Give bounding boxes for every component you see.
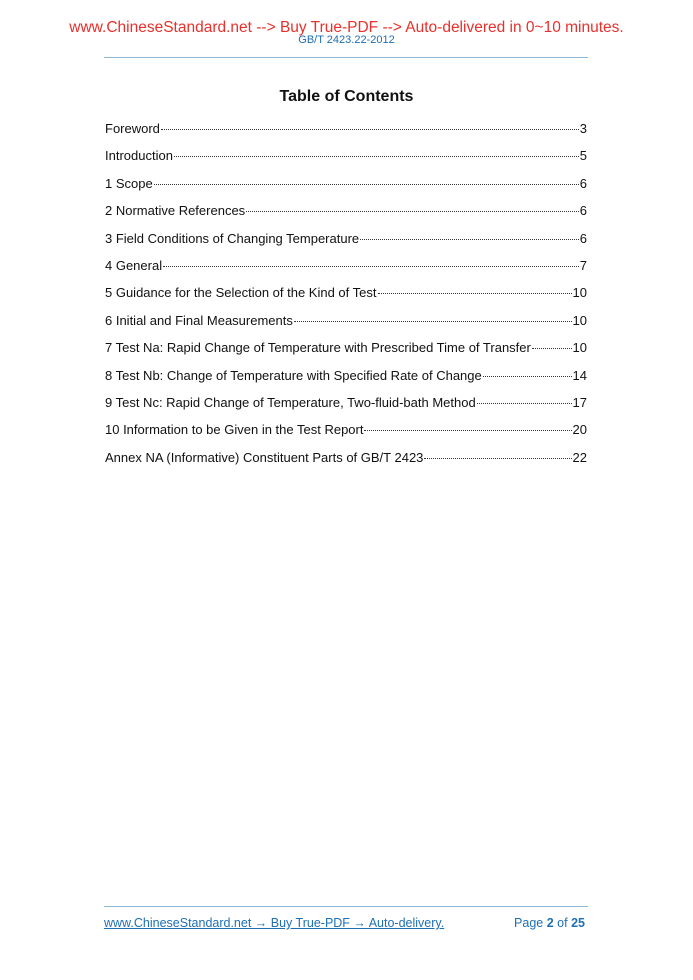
- toc-entry-label: Annex NA (Informative) Constituent Parts of GB/T 2423: [105, 449, 424, 465]
- toc-entry-page: 6: [579, 175, 587, 191]
- page-of: of: [557, 916, 568, 930]
- page-current: 2: [546, 916, 554, 930]
- toc-entry[interactable]: [105, 340, 587, 367]
- toc-entry[interactable]: [105, 368, 587, 395]
- toc-entry[interactable]: [105, 121, 587, 148]
- toc-entry-page: 6: [579, 203, 587, 219]
- page-indicator: [514, 916, 585, 930]
- toc-leader-dots: [360, 239, 579, 240]
- page-word: Page: [514, 916, 544, 930]
- toc-entry-page: 17: [572, 394, 587, 410]
- toc-entry[interactable]: [105, 176, 587, 203]
- toc-entry-page: 14: [572, 367, 587, 383]
- toc-entry-label: 1 Scope: [105, 175, 153, 191]
- toc-leader-dots: [163, 266, 579, 267]
- toc-entry-page: 22: [572, 449, 587, 465]
- toc-leader-dots: [294, 321, 572, 322]
- header-divider: [104, 57, 588, 58]
- toc-entry-page: 6: [579, 230, 587, 246]
- toc-entry[interactable]: [105, 148, 587, 175]
- toc-entry[interactable]: [105, 422, 587, 449]
- toc-leader-dots: [246, 211, 579, 212]
- toc-entry[interactable]: [105, 395, 587, 422]
- toc-entry-page: 10: [572, 285, 587, 301]
- toc-title: Table of Contents: [279, 88, 414, 105]
- toc-leader-dots: [364, 430, 571, 431]
- toc-entry-label: Foreword: [105, 121, 160, 136]
- standard-code: GB/T 2423.22-2012: [298, 34, 395, 46]
- toc-entry[interactable]: [105, 203, 587, 230]
- toc-entry-page: 10: [572, 312, 587, 328]
- toc-entry[interactable]: [105, 258, 587, 285]
- toc-entry-label: 4 General: [105, 257, 163, 273]
- toc-entry-page: 20: [572, 422, 587, 438]
- toc-entry-label: 7 Test Na: Rapid Change of Temperature with Prescribed Time of Transfer: [105, 340, 531, 356]
- toc-entry[interactable]: [105, 450, 587, 477]
- toc-entry-label: 6 Initial and Final Measurements: [105, 312, 293, 328]
- toc-leader-dots: [483, 376, 572, 377]
- page-total: 25: [571, 916, 585, 930]
- toc-entry[interactable]: [105, 285, 587, 312]
- toc-entry-label: 8 Test Nb: Change of Temperature with Specified Rate of Change: [105, 367, 482, 383]
- toc-leader-dots: [378, 293, 572, 294]
- toc-entry-page: 7: [579, 257, 587, 273]
- footer-divider: [104, 906, 588, 907]
- footer-store-link[interactable]: www.ChineseStandard.net → Buy True-PDF → Auto-delivery.: [104, 916, 445, 930]
- toc-leader-dots: [161, 129, 579, 130]
- toc-leader-dots: [532, 348, 572, 349]
- toc-entry-page: 10: [572, 340, 587, 356]
- toc-entry[interactable]: [105, 231, 587, 258]
- toc-leader-dots: [424, 458, 571, 459]
- toc-entry-label: 3 Field Conditions of Changing Temperature: [105, 230, 360, 246]
- table-of-contents: [105, 121, 587, 477]
- toc-entry-label: Introduction: [105, 148, 173, 164]
- header-banner-link[interactable]: www.ChineseStandard.net --> Buy True-PDF --> Auto-delivered in 0~10 minutes.: [69, 19, 624, 36]
- toc-leader-dots: [154, 184, 579, 185]
- toc-leader-dots: [174, 156, 579, 157]
- toc-entry[interactable]: [105, 313, 587, 340]
- toc-entry-label: 5 Guidance for the Selection of the Kind of Test: [105, 285, 377, 301]
- toc-entry-page: 3: [579, 121, 587, 136]
- toc-entry-label: 2 Normative References: [105, 203, 246, 219]
- toc-entry-label: 10 Information to be Given in the Test Report: [105, 422, 364, 438]
- toc-entry-page: 5: [579, 148, 587, 164]
- toc-entry-label: 9 Test Nc: Rapid Change of Temperature, Two-fluid-bath Method: [105, 394, 476, 410]
- toc-leader-dots: [477, 403, 572, 404]
